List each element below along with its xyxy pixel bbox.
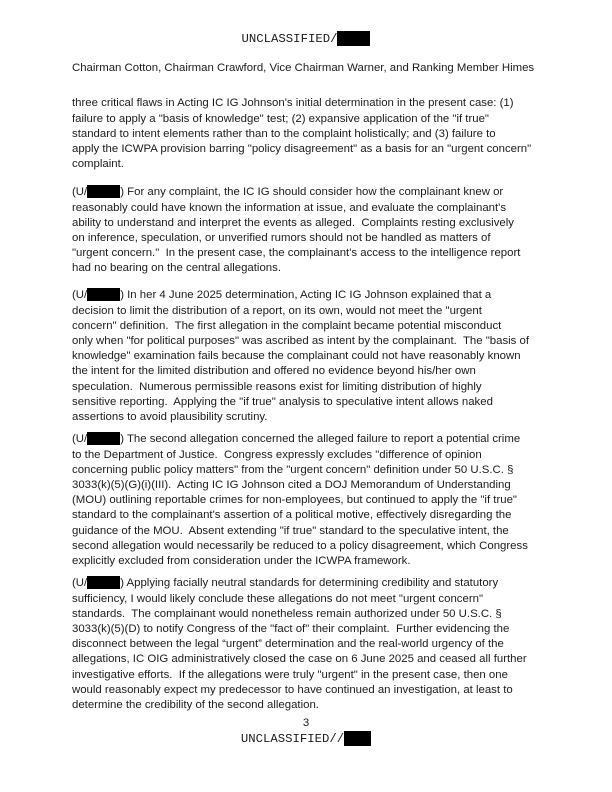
redaction-box: [87, 432, 120, 445]
paragraph-line: the intent for the limited distribution and offered no evidence beyond his/her own: [72, 365, 476, 378]
paragraph-line: standards. The complainant would nonetheless remain authorized under 50 U.S.C. §: [72, 607, 502, 620]
paragraph-line: sensitive reporting. Applying the "if true" analysis to speculative intent allows naked: [72, 395, 493, 408]
paragraph-line: disconnect between the legal “urgent” determination and the real-world urgency of the: [72, 638, 504, 651]
paragraph-line: decision to limit the distribution of a report, on its own, would not meet the "urgent: [72, 304, 482, 317]
paragraph-line: [72, 432, 572, 447]
body-paragraph: [72, 185, 572, 276]
redaction-box: [344, 731, 371, 746]
classification-header: [0, 31, 612, 47]
paragraph-line-text: ) The second allegation concerned the alleged failure to report a potential crime: [120, 433, 521, 446]
paragraph-line: standard to intent elements rather than to the complaint holistically; and (3) failure to: [72, 127, 496, 140]
page-number: 3: [302, 717, 310, 730]
paragraph-line: concern" definition. The first allegation in the complaint became potential misconduct: [72, 319, 502, 332]
paragraph-line: on inference, speculation, or unverified rumors should not be handled as matters of: [72, 231, 491, 244]
paragraph-line: ability to understand and interpret the events as alleged. Complaints resting exclusively: [72, 216, 514, 229]
paragraph-line: complaint.: [72, 158, 124, 171]
paragraph-line: apply the ICWPA provision barring "policy disagreement" as a basis for an "urgent concern": [72, 142, 532, 155]
classification-footer: [0, 731, 612, 747]
paragraph-line: had no bearing on the central allegations.: [72, 262, 281, 275]
body-paragraph: [72, 288, 572, 425]
paragraph-line: assertions to avoid plausibility scrutiny.: [72, 410, 268, 423]
portion-marking: (U/: [72, 433, 88, 446]
paragraph-line: sufficiency, I would likely conclude these allegations do not meet "urgent concern": [72, 592, 484, 605]
portion-marking: (U/: [72, 577, 88, 590]
paragraph-line: 3033(k)(5)(D) to notify Congress of the "fact of" their complaint. Further evidencing the: [72, 622, 510, 635]
paragraph-line: failure to apply a "basis of knowledge" test; (2) expansive application of the "if true": [72, 112, 489, 125]
paragraph-line: explicitly excluded from consideration under the ICWPA framework.: [72, 554, 411, 567]
paragraph-line: second allegation would necessarily be reduced to a policy disagreement, which Congress: [72, 539, 528, 552]
paragraph-line-text: ) For any complaint, the IC IG should consider how the complainant knew or: [120, 186, 504, 199]
body-paragraph: [72, 96, 572, 172]
addressee-line: Chairman Cotton, Chairman Crawford, Vice Chairman Warner, and Ranking Member Himes: [72, 62, 535, 75]
paragraph-line: (MOU) outlining reportable crimes for non-employees, but continued to apply the "if true": [72, 494, 517, 507]
paragraph-line: standard to the complainant's assertion of a political motive, effectively disregarding the: [72, 509, 512, 522]
redaction-box: [87, 185, 120, 198]
paragraph-line-text: ) In her 4 June 2025 determination, Acting IC IG Johnson explained that a: [120, 289, 492, 302]
paragraph-line: would reasonably expect my predecessor to have continued an investigation, at least to: [72, 683, 513, 696]
paragraph-line: guidance of the MOU. Absent extending "if true" standard to the speculative intent, the: [72, 524, 509, 537]
paragraph-line: only when "for political purposes" was ascribed as intent by the complainant. The "basis of: [72, 334, 530, 347]
classification-marking: UNCLASSIFIED/: [241, 32, 338, 46]
paragraph-line: 3033(k)(5)(G)(i)(III). Acting IC IG Johnson cited a DOJ Memorandum of Understanding: [72, 478, 511, 491]
paragraph-line: reasonably could have known the information at issue, and evaluate the complainant's: [72, 201, 507, 214]
paragraph-line: [72, 185, 572, 200]
paragraph-line: "urgent concern." In the present case, the complainant's access to the intelligence report: [72, 247, 521, 260]
portion-marking: (U/: [72, 186, 88, 199]
paragraph-line: [72, 288, 572, 303]
classification-marking: UNCLASSIFIED//: [240, 731, 345, 746]
redaction-box: [337, 31, 370, 46]
paragraph-line-text: ) Applying facially neutral standards for determining credibility and statutory: [120, 577, 499, 590]
redaction-box: [87, 288, 120, 301]
paragraph-line: knowledge" examination fails because the complainant could not have reasonably known: [72, 350, 521, 363]
paragraph-line: to the Department of Justice. Congress expressly excludes "difference of opinion: [72, 448, 482, 461]
paragraph-line: speculation. Numerous permissible reasons exist for limiting distribution of highly: [72, 380, 482, 393]
paragraph-line: determine the credibility of the second allegation.: [72, 698, 319, 711]
paragraph-line: concerning public policy matters" from the "urgent concern" definition under 50 U.S.C. §: [72, 463, 514, 476]
body-paragraph: [72, 432, 572, 569]
portion-marking: (U/: [72, 289, 88, 302]
paragraph-line: allegations, IC OIG administratively closed the case on 6 June 2025 and ceased all further: [72, 653, 527, 666]
redaction-box: [87, 576, 120, 589]
paragraph-line: investigative efforts. If the allegations were truly "urgent" in the present case, then one: [72, 668, 508, 681]
paragraph-line: [72, 576, 572, 591]
paragraph-line: three critical flaws in Acting IC IG Johnson's initial determination in the present case: (1): [72, 97, 514, 110]
body-paragraph: [72, 576, 572, 713]
